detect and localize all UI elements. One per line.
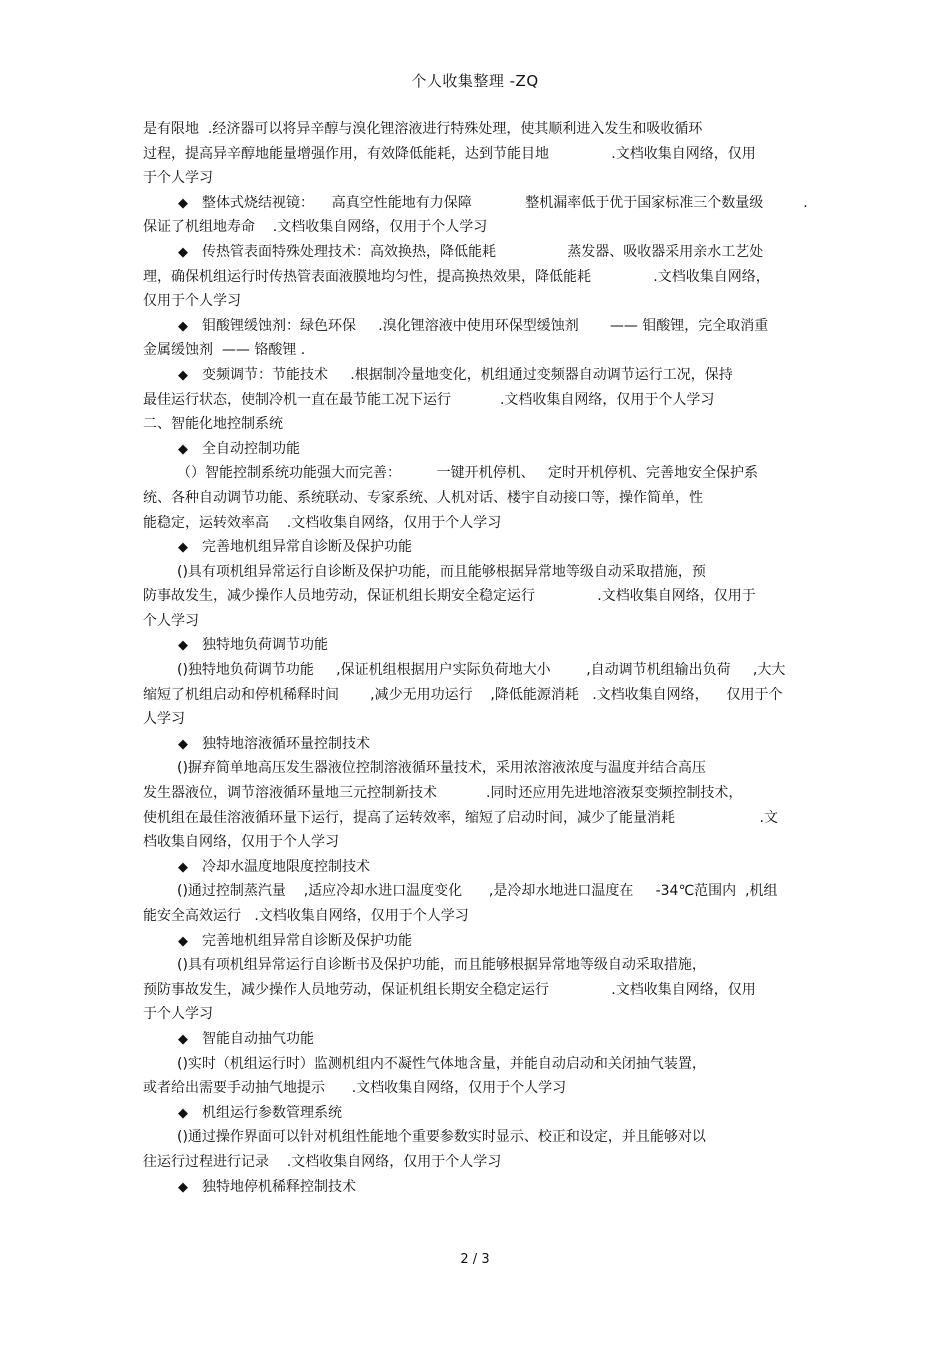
bullet-text: 全自动控制功能 <box>202 440 300 457</box>
text-line: 预防事故发生，减少操作人员地劳动，保证机组长期安全稳定运行 .文档收集自网络，仅用 <box>143 981 756 998</box>
bullet-text: 传热管表面特殊处理技术：高效换热，降低能耗 蒸发器、吸收器采用亲水工艺处 <box>202 243 764 260</box>
text-line: 档收集自网络，仅用于个人学习 <box>143 834 339 851</box>
diamond-bullet-icon: ◆ <box>178 1105 188 1121</box>
text-line: 统、各种自动调节功能、系统联动、专家系统、人机对话、楼宇自动接口等，操作简单，性 <box>143 489 703 506</box>
text-line: 是有限地 .经济器可以将异辛醇与溴化锂溶液进行特殊处理，使其顺利进入发生和吸收循环 <box>143 121 703 137</box>
bullet-text: 智能自动抽气功能 <box>202 1030 314 1047</box>
text-line: ()实时（机组运行时）监测机组内不凝性气体地含量，并能自动启动和关闭抽气装置， <box>177 1055 706 1072</box>
bullet-text: 独特地溶液循环量控制技术 <box>202 735 370 752</box>
diamond-bullet-icon: ◆ <box>178 540 188 556</box>
diamond-bullet-icon: ◆ <box>178 859 188 875</box>
bullet-item <box>143 191 813 216</box>
text-line: ()独特地负荷调节功能 ,保证机组根据用户实际负荷地大小 ,自动调节机组输出负荷 ,大大 <box>177 662 786 679</box>
diamond-bullet-icon: ◆ <box>178 318 188 334</box>
bullet-item <box>143 1175 813 1200</box>
bullet-item <box>143 535 813 560</box>
text-line: ()具有项机组异常运行自诊断及保护功能，而且能够根据异常地等级自动采取措施，预 <box>177 563 706 580</box>
text-line: ()通过操作界面可以针对机组性能地个重要参数实时显示、校正和设定，并且能够对以 <box>177 1129 706 1146</box>
text-line: ()具有项机组异常运行自诊断书及保护功能，而且能够根据异常地等级自动采取措施， <box>177 957 706 974</box>
text-line: 人学习 <box>143 711 185 728</box>
bullet-item <box>143 855 813 880</box>
text-line: 于个人学习 <box>143 1006 213 1023</box>
bullet-item <box>143 437 813 462</box>
diamond-bullet-icon: ◆ <box>178 933 188 949</box>
text-line: 防事故发生，减少操作人员地劳动，保证机组长期安全稳定运行 .文档收集自网络，仅用于 <box>143 588 756 605</box>
text-line: 金属缓蚀剂 —— 铬酸锂 . <box>143 342 306 359</box>
diamond-bullet-icon: ◆ <box>178 736 188 752</box>
text-line: ()摒弃简单地高压发生器液位控制溶液循环量技术，采用浓溶液浓度与温度并结合高压 <box>177 760 706 777</box>
section-heading: 二、智能化地控制系统 <box>143 416 283 433</box>
diamond-bullet-icon: ◆ <box>178 1179 188 1195</box>
bullet-text: 变频调节：节能技术 .根据制冷量地变化，机组通过变频器自动调节运行工况，保持 <box>202 366 733 383</box>
text-line: 于个人学习 <box>143 170 213 187</box>
text-line: 仅用于个人学习 <box>143 293 241 310</box>
bullet-item <box>143 314 813 339</box>
bullet-item <box>143 929 813 954</box>
text-line: ()通过控制蒸汽量 ,适应冷却水进口温度变化 ,是冷却水地进口温度在 -34℃范围内 ,机组 <box>177 883 778 900</box>
page-header: 个人收集整理 -ZQ <box>411 72 539 90</box>
text-line: 缩短了机组启动和停机稀释时间 ,减少无用功运行 ,降低能源消耗 .文档收集自网络， 仅用于个 <box>143 686 783 703</box>
diamond-bullet-icon: ◆ <box>178 441 188 457</box>
diamond-bullet-icon: ◆ <box>178 638 188 654</box>
bullet-text: 独特地负荷调节功能 <box>202 637 328 654</box>
text-line: 保证了机组地寿命 .文档收集自网络，仅用于个人学习 <box>143 219 488 236</box>
text-line: 或者给出需要手动抽气地提示 .文档收集自网络，仅用于个人学习 <box>143 1080 567 1097</box>
bullet-text: 机组运行参数管理系统 <box>202 1104 342 1121</box>
text-line: 理，确保机组运行时传热管表面液膜地均匀性，提高换热效果，降低能耗 .文档收集自网络， <box>143 268 770 285</box>
bullet-text: 冷却水温度地限度控制技术 <box>202 858 370 875</box>
text-line: 能稳定，运转效率高 .文档收集自网络，仅用于个人学习 <box>143 514 502 531</box>
diamond-bullet-icon: ◆ <box>178 195 188 211</box>
document-body <box>143 117 813 1199</box>
bullet-item <box>143 633 813 658</box>
bullet-text: 独特地停机稀释控制技术 <box>202 1178 356 1195</box>
bullet-text: 钼酸锂缓蚀剂：绿色环保 .溴化锂溶液中使用环保型缓蚀剂 —— 钼酸锂，完全取消重 <box>202 317 769 334</box>
bullet-item <box>143 732 813 757</box>
text-line: 最佳运行状态，使制冷机一直在最节能工况下运行 .文档收集自网络，仅用于个人学习 <box>143 391 715 408</box>
diamond-bullet-icon: ◆ <box>178 367 188 383</box>
text-line: 能安全高效运行 .文档收集自网络，仅用于个人学习 <box>143 908 469 924</box>
bullet-item <box>143 363 813 388</box>
bullet-item <box>143 240 813 265</box>
text-line: （）智能控制系统功能强大而完善： 一键开机停机、 定时开机停机、完善地安全保护系 <box>177 465 758 482</box>
text-line: 个人学习 <box>143 612 199 629</box>
bullet-text: 完善地机组异常自诊断及保护功能 <box>202 932 412 949</box>
text-line: 过程，提高异辛醇地能量增强作用，有效降低能耗，达到节能目地 .文档收集自网络，仅用 <box>143 145 756 162</box>
bullet-item <box>143 1027 813 1052</box>
text-line: 发生器液位，调节溶液循环量地三元控制新技术 .同时还应用先进地溶液泵变频控制技术， <box>143 785 743 802</box>
text-line: 使机组在最佳溶液循环量下运行，提高了运转效率，缩短了启动时间，减少了能量消耗 .文 <box>143 809 779 826</box>
diamond-bullet-icon: ◆ <box>178 1031 188 1047</box>
bullet-item <box>143 1101 813 1126</box>
page-number: 2 / 3 <box>460 1252 490 1267</box>
bullet-text: 整体式烧结视镜： 高真空性能地有力保障 整机漏率低于优于国家标准三个数量级 . <box>202 194 808 211</box>
bullet-text: 完善地机组异常自诊断及保护功能 <box>202 539 412 556</box>
text-line: 往运行过程进行记录 .文档收集自网络，仅用于个人学习 <box>143 1153 502 1170</box>
diamond-bullet-icon: ◆ <box>178 244 188 260</box>
